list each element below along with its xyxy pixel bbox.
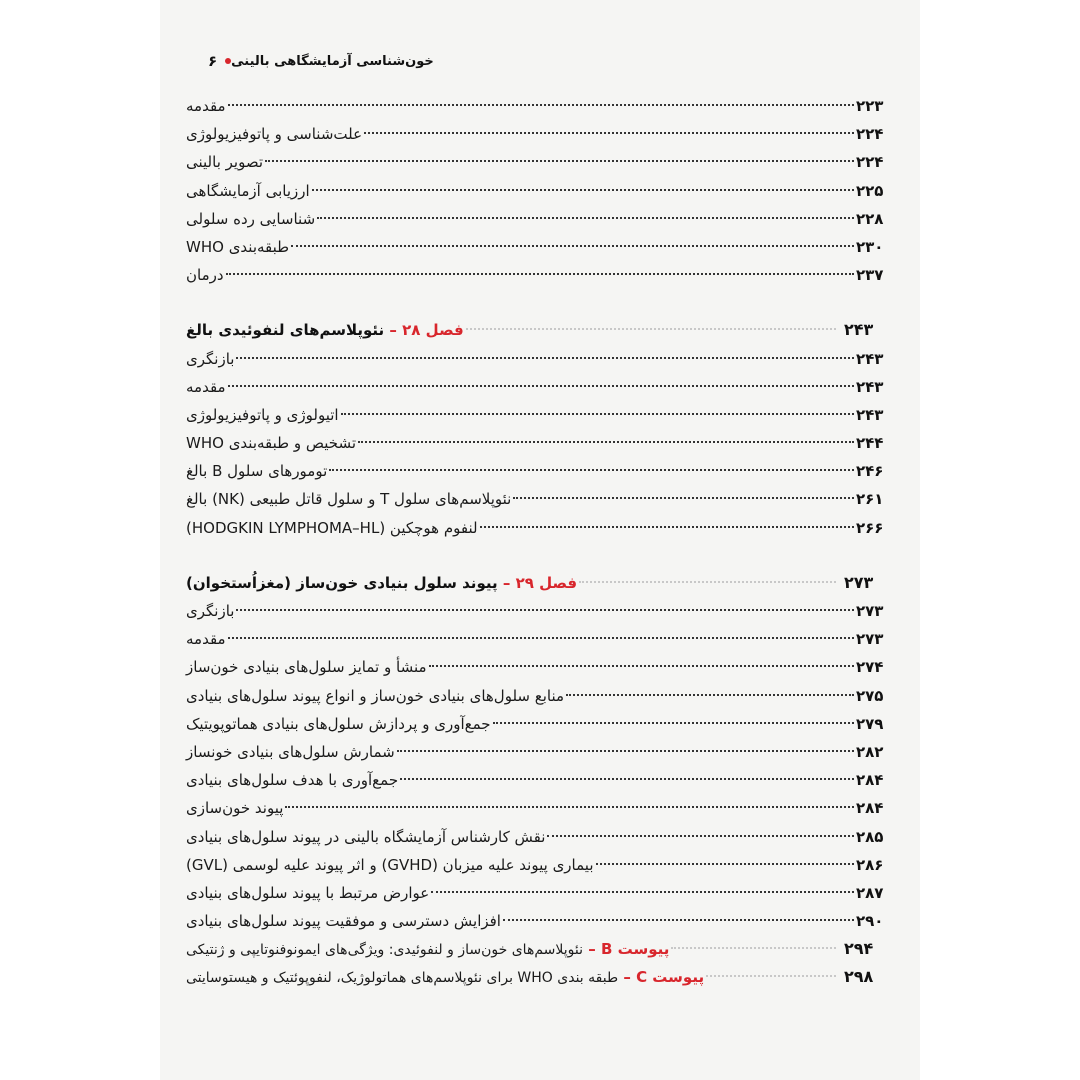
toc-entry[interactable] [186,879,896,907]
toc-entry-label: تومورهای سلول B بالغ [186,462,328,481]
dot-leader [228,104,854,106]
toc-entry-page: ۲۴۳ [856,405,884,424]
toc-entry-page: ۲۶۱ [856,490,884,509]
toc-entry-page: ۲۲۵ [856,181,884,200]
dot-leader [236,609,854,611]
toc-entry[interactable] [186,514,896,542]
chapter-heading-label [186,316,464,344]
chapter-title: پیوند سلول بنیادی خون‌ساز (مغزاُستخوان) [186,573,498,592]
toc-entry-page: ۲۸۶ [856,855,884,874]
toc-entry-label: بیماری پیوند علیه میزبان (GVHD) و اثر پیوند علیه لوسمی (GVL) [186,855,594,874]
toc-entry-label: بازنگری [186,602,235,620]
toc-entry[interactable] [186,373,896,401]
toc-entry-page: ۲۸۴ [856,799,884,818]
section-gap [186,542,896,569]
dot-leader [400,778,854,780]
toc-entry[interactable] [186,233,896,261]
chapter-29-heading[interactable] [186,569,896,597]
appendix-c-entry[interactable] [186,963,896,991]
toc-entry[interactable] [186,851,896,879]
chapter-heading-label [186,569,577,597]
toc-entry-page: ۲۸۵ [856,827,884,846]
toc-entry[interactable] [186,345,896,373]
toc-entry-page: ۲۳۷ [856,266,884,285]
toc-entry-page: ۲۲۳ [856,97,884,115]
toc-entry[interactable] [186,738,896,766]
appendix-number: پیوست B – [582,940,670,959]
toc-entry-page: ۲۶۶ [856,518,884,537]
header-book-title: خون‌شناسی آزمایشگاهی بالینی [231,53,434,69]
dot-leader [226,273,854,275]
dot-leader [671,947,836,949]
dot-leader [265,160,854,162]
chapter-number: فصل ۲۹ – [497,573,578,592]
toc-entry[interactable] [186,457,896,485]
toc-entry-page: ۲۹۰ [856,912,884,931]
toc-entry-label: تشخیص و طبقه‌بندی WHO [186,434,357,453]
toc-entry[interactable] [186,766,896,794]
toc-entry-page: ۲۸۴ [856,771,884,790]
dot-leader [291,245,854,247]
appendix-title: طبقه بندی WHO برای نئوپلاسم‌های هماتولوژیک، لنفوپوئتیک و هیستوسایتی [186,970,619,987]
toc-entry-label: نقش کارشناس آزمایشگاه بالینی در پیوند سلول‌های بنیادی [186,827,546,846]
toc-entry[interactable] [186,485,896,513]
dot-leader [317,217,854,219]
toc-entry[interactable] [186,794,896,822]
toc-entry[interactable] [186,823,896,851]
toc-entry-page: ۲۷۴ [856,658,884,677]
toc-entry[interactable] [186,710,896,738]
toc-entry-page: ۲۴۳ [856,377,884,396]
toc-entry-label: جمع‌آوری با هدف سلول‌های بنیادی [186,771,399,790]
running-header [200,50,896,72]
toc-entry-page: ۲۷۳ [856,602,884,620]
chapter-28-heading[interactable] [186,316,896,344]
dot-leader [285,806,854,808]
toc-entry-page: ۲۴۳ [856,349,884,368]
dot-leader [341,413,854,415]
dot-leader [397,750,854,752]
table-of-contents [186,92,896,992]
section-gap [186,289,896,316]
toc-entry-label: منشأ و تمایز سلول‌های بنیادی خون‌ساز [186,658,427,677]
dot-leader [466,328,836,330]
toc-entry-label: مقدمه [186,630,226,649]
toc-entry-label: تصویر بالینی [186,153,264,172]
toc-entry-label: مقدمه [186,377,226,396]
toc-entry-page: ۲۸۷ [856,883,884,902]
dot-leader [431,891,854,893]
chapter-page: ۲۷۳ [844,572,874,592]
dot-leader [503,919,854,921]
toc-entry[interactable] [186,653,896,681]
toc-entry[interactable] [186,92,896,120]
appendix-label [186,935,669,964]
toc-entry[interactable] [186,625,896,653]
toc-entry[interactable] [186,261,896,289]
toc-entry-label: منابع سلول‌های بنیادی خون‌ساز و انواع پیوند سلول‌های بنیادی [186,686,565,705]
toc-entry[interactable] [186,205,896,233]
dot-leader [429,665,854,667]
toc-entry-page: ۲۴۴ [856,434,884,453]
toc-entry[interactable] [186,177,896,205]
toc-entry-label: طبقه‌بندی WHO [186,237,290,256]
toc-entry[interactable] [186,401,896,429]
toc-entry-page: ۲۲۴ [856,153,884,172]
toc-entry-label: افزایش دسترسی و موفقیت پیوند سلول‌های بنیادی [186,912,501,931]
toc-entry-page: ۲۷۳ [856,630,884,649]
appendix-title: نئوپلاسم‌های خون‌ساز و لنفوئیدی: ویژگی‌های ایمونوفنوتایپی و ژنتیکی [186,942,583,959]
toc-entry-label: علت‌شناسی و پاتوفیزیولوژی [186,125,363,144]
toc-entry-label: اتیولوژی و پاتوفیزیولوژی [186,405,339,424]
toc-entry-label: لنفوم هوچکین (HODGKIN LYMPHOMA–HL) [186,518,478,537]
toc-entry-label: بازنگری [186,349,235,368]
header-page-number: ۶ [208,52,218,70]
dot-leader [579,581,836,583]
appendix-page: ۲۹۸ [844,967,874,987]
chapter-page: ۲۴۳ [844,320,874,340]
toc-entry-page: ۲۷۹ [856,714,884,733]
toc-entry-label: شناسایی رده سلولی [186,209,316,228]
toc-entry[interactable] [186,597,896,625]
appendix-b-entry[interactable] [186,935,896,963]
toc-entry[interactable] [186,907,896,935]
chapter-number: فصل ۲۸ – [384,321,464,340]
toc-entry-label: عوارض مرتبط با پیوند سلول‌های بنیادی [186,883,430,902]
toc-entry-label: درمان [186,266,224,285]
toc-entry[interactable] [186,120,896,148]
dot-leader [547,835,854,837]
appendix-number: پیوست C – [618,968,705,987]
appendix-label [186,963,704,992]
toc-entry[interactable] [186,429,896,457]
dot-leader [493,722,854,724]
dot-leader [513,497,854,499]
toc-entry-page: ۲۴۶ [856,462,884,481]
chapter-title: نئوپلاسم‌های لنفوئیدی بالغ [186,321,385,340]
toc-entry-label: ارزیابی آزمایشگاهی [186,181,310,200]
dot-leader [228,385,854,387]
book-page [160,0,920,1080]
dot-leader [312,189,854,191]
toc-entry-label: شمارش سلول‌های بنیادی خونساز [186,742,395,761]
toc-entry-label: مقدمه [186,97,226,115]
toc-entry-page: ۲۷۵ [856,686,884,705]
dot-leader [228,637,854,639]
toc-entry-page: ۲۲۸ [856,209,884,228]
toc-entry[interactable] [186,682,896,710]
toc-entry-label: جمع‌آوری و پردازش سلول‌های بنیادی هماتوپویتیک [186,714,491,733]
dot-leader [596,863,855,865]
toc-entry[interactable] [186,148,896,176]
toc-entry-label: نئوپلاسم‌های سلول T و سلول قاتل طبیعی (NK) بالغ [186,490,512,509]
dot-leader [480,526,854,528]
toc-entry-page: ۲۳۰ [856,237,884,256]
toc-entry-label: پیوند خون‌سازی [186,799,284,818]
toc-entry-page: ۲۸۲ [856,742,884,761]
dot-leader [358,441,854,443]
appendix-page: ۲۹۴ [844,939,874,959]
dot-leader [364,132,854,134]
dot-leader [566,694,854,696]
dot-leader [329,469,854,471]
dot-leader [706,975,836,977]
toc-entry-page: ۲۲۴ [856,125,884,144]
dot-leader [236,357,854,359]
